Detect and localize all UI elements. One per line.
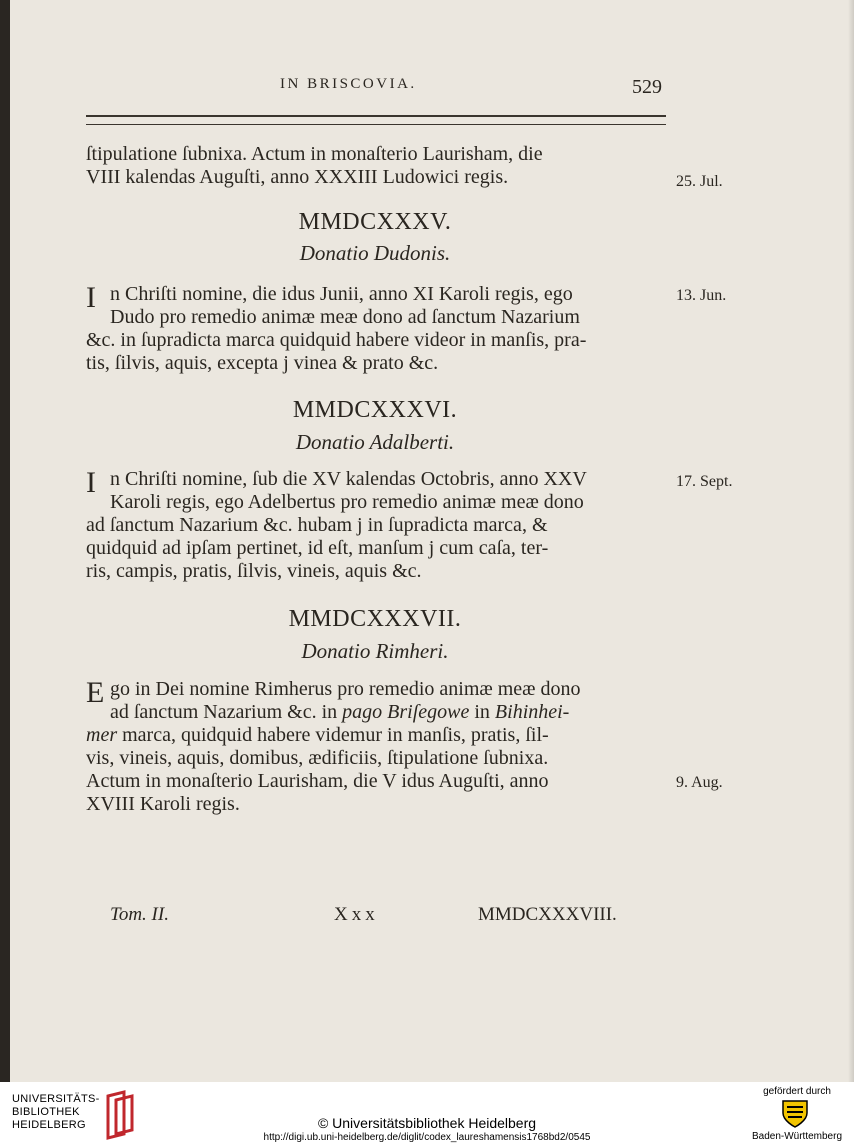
- text-line: quidquid ad ipſam pertinet, id eſt, manſum j cum caſa, ter-: [86, 537, 549, 559]
- page-number: 529: [632, 76, 662, 98]
- text-line: XVIII Karoli regis.: [86, 793, 240, 815]
- charter-text: [86, 468, 666, 583]
- margin-date: 25. Jul.: [676, 173, 723, 190]
- text-line: n Chriſti nomine, ſub die XV kalendas Octobris, anno XXV: [110, 468, 587, 490]
- margin-date: 17. Sept.: [676, 473, 733, 490]
- drop-capital: I: [86, 281, 96, 314]
- text-line: ad ſanctum Nazarium &c. in pago Briſegowe in Bihinhei-: [110, 701, 570, 723]
- catchword: MMDCXXXVIII.: [478, 904, 617, 925]
- drop-capital: I: [86, 466, 96, 499]
- text-line: VIII kalendas Auguſti, anno XXXIII Ludowici regis.: [86, 166, 509, 188]
- header-rule-thin: [86, 124, 666, 125]
- volume-mark: Tom. II.: [110, 904, 169, 925]
- header-rule-thick: [86, 115, 666, 117]
- state-crest-icon: [778, 1097, 812, 1129]
- charter-text: [86, 678, 666, 816]
- charter-number: MMDCXXXVI.: [292, 397, 458, 423]
- text-line: Actum in monaſterio Laurisham, die V idus Auguſti, anno: [86, 770, 549, 792]
- university-library-logo: UNIVERSITÄTS- BIBLIOTHEK HEIDELBERG: [12, 1093, 100, 1131]
- copyright-notice: © Universitätsbibliothek Heidelberg: [317, 1115, 537, 1131]
- source-url[interactable]: http://digi.ub.uni-heidelberg.de/diglit/codex_laureshamensis1768bd2/0545: [263, 1132, 591, 1143]
- charter-title: Donatio Adalberti.: [295, 430, 455, 454]
- drop-capital: E: [86, 676, 105, 709]
- text-line: Karoli regis, ego Adelbertus pro remedio animæ meæ dono: [110, 491, 584, 513]
- running-head: IN BRISCOVIA.: [280, 76, 417, 92]
- funded-by-label: gefördert durch: [763, 1086, 831, 1097]
- charter-number: MMDCXXXV.: [298, 209, 452, 235]
- text-line: mer marca, quidquid habere videmur in manſis, pratis, ſil-: [86, 724, 549, 746]
- margin-date: 9. Aug.: [676, 774, 723, 791]
- charter-text: [86, 283, 666, 375]
- text-line: ad ſanctum Nazarium &c. hubam j in ſupradicta marca, &: [86, 514, 548, 536]
- charter-title: Donatio Rimheri.: [301, 639, 449, 663]
- charter-number: MMDCXXXVII.: [288, 606, 462, 632]
- text-line: &c. in ſupradicta marca quidquid habere videor in manſis, pra-: [86, 329, 587, 351]
- state-label: Baden-Württemberg: [751, 1131, 843, 1142]
- charter-title: Donatio Dudonis.: [299, 241, 451, 265]
- text-line: Dudo pro remedio animæ meæ dono ad ſanctum Nazarium: [110, 306, 580, 328]
- continuation-paragraph: [86, 143, 666, 189]
- text-line: vis, vineis, aquis, domibus, ædificiis, ſtipulatione ſubnixa.: [86, 747, 549, 769]
- margin-date: 13. Jun.: [676, 287, 727, 304]
- text-line: ris, campis, pratis, ſilvis, vineis, aquis &c.: [86, 560, 422, 582]
- text-line: n Chriſti nomine, die idus Junii, anno XI Karoli regis, ego: [110, 283, 573, 305]
- text-line: tis, ſilvis, aquis, excepta j vinea & prato &c.: [86, 352, 439, 374]
- text-line: go in Dei nomine Rimherus pro remedio animæ meæ dono: [110, 678, 581, 700]
- text-line: ſtipulatione ſubnixa. Actum in monaſterio Laurisham, die: [86, 143, 543, 165]
- signature-mark: Xxx: [334, 904, 379, 925]
